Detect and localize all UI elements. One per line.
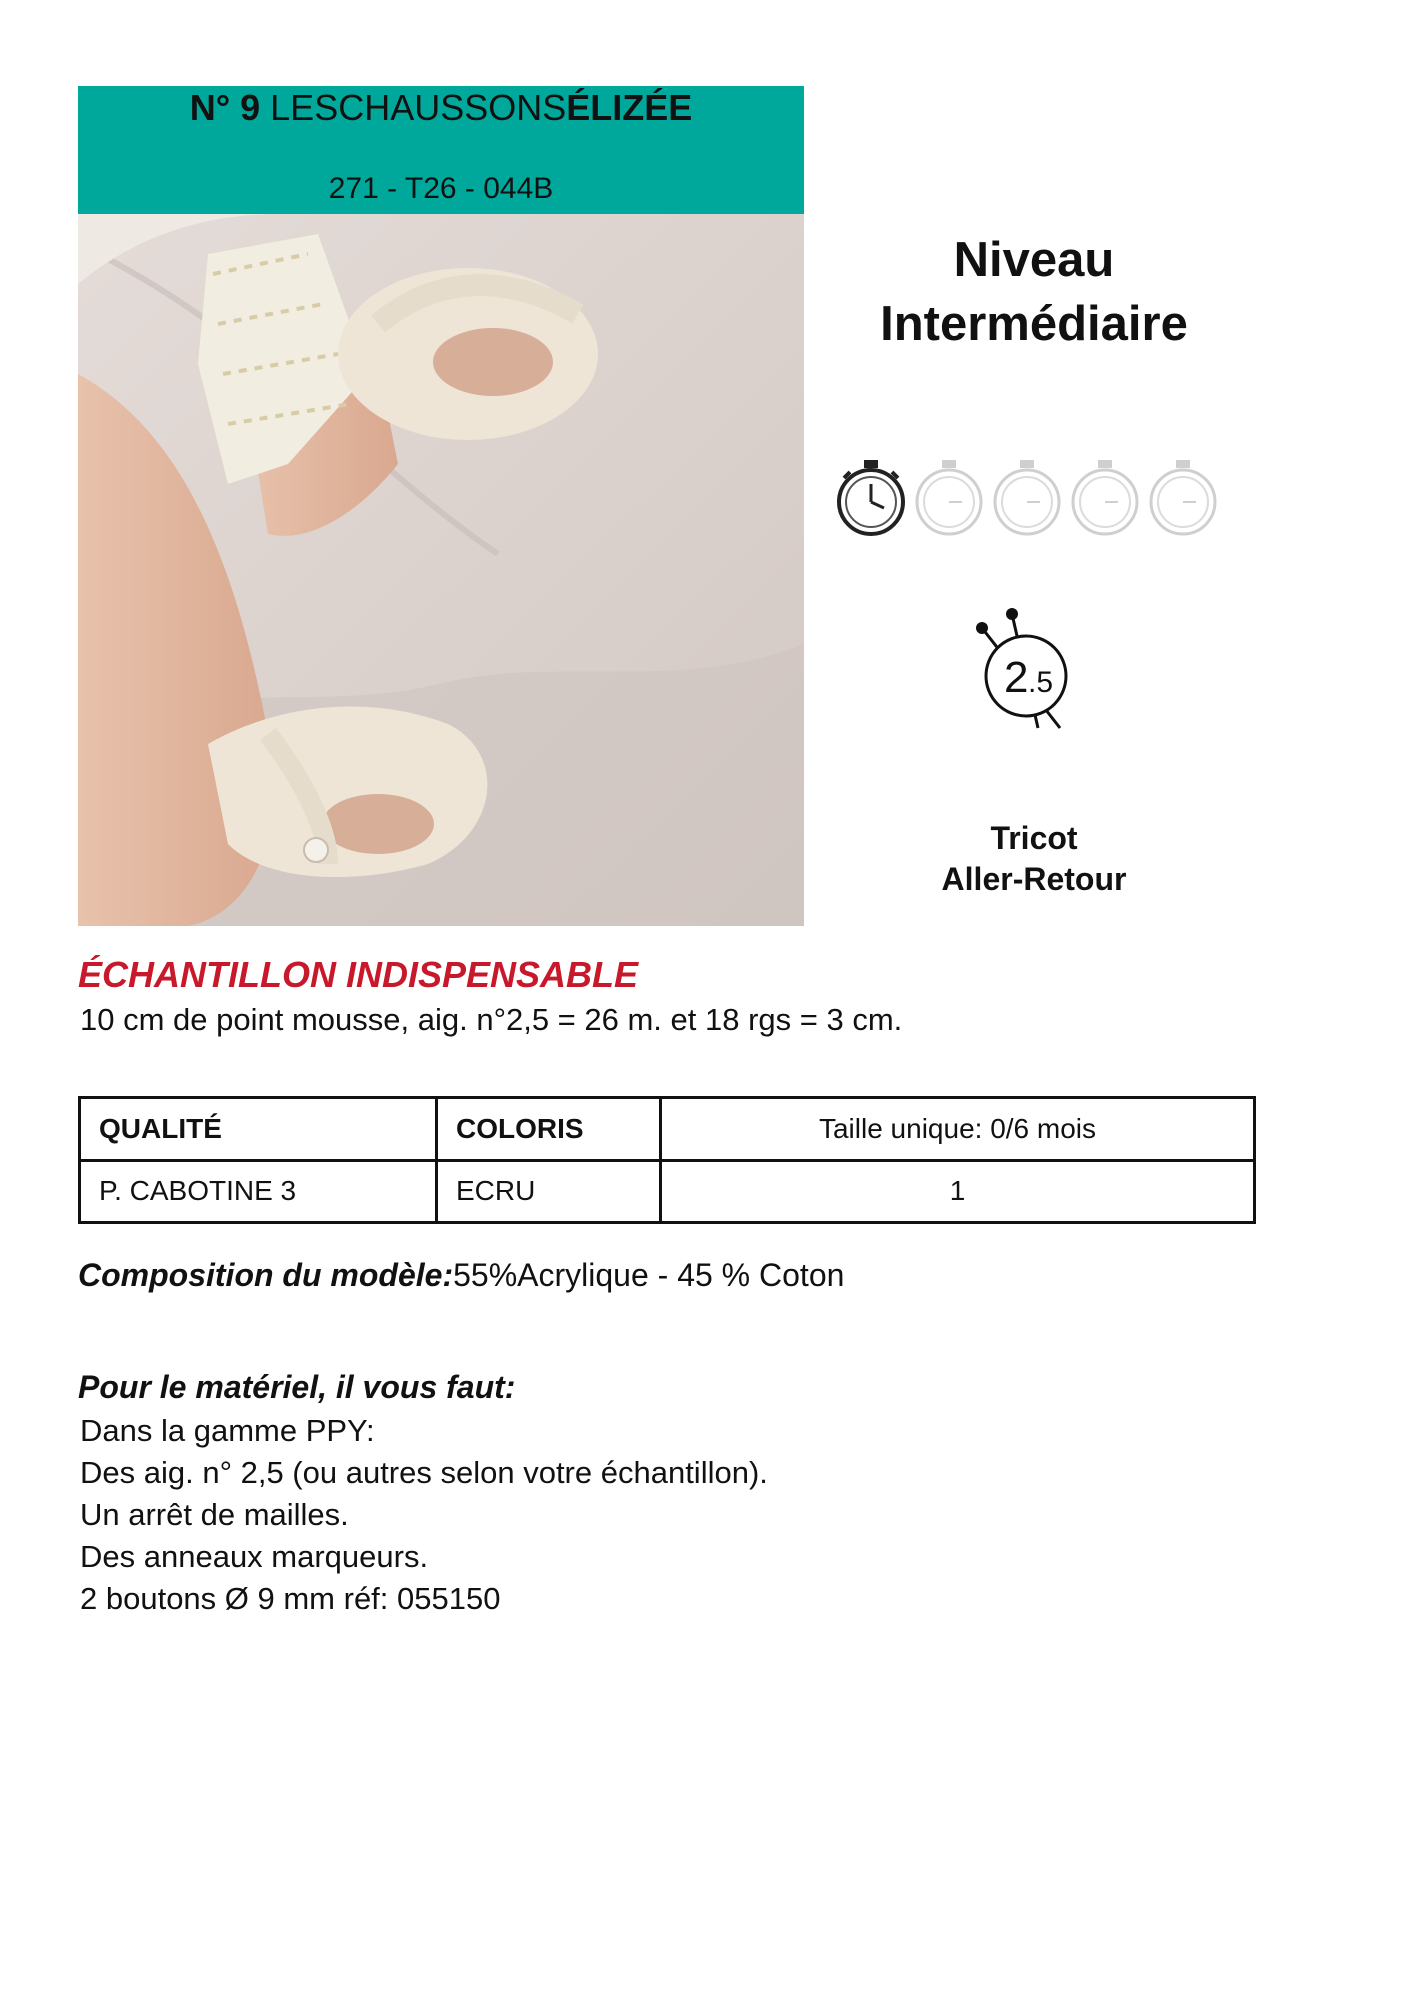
table-row xyxy=(80,1160,1255,1223)
material-heading: Pour le matériel, il vous faut: xyxy=(78,1369,516,1405)
pattern-name-bold: ÉLIZÉE xyxy=(566,87,693,128)
header-band xyxy=(78,86,804,214)
technique-line1: Tricot xyxy=(990,820,1078,856)
knitting-needle-badge-icon xyxy=(968,606,1078,736)
stopwatch-icon xyxy=(839,460,903,534)
stopwatch-icon-empty xyxy=(917,460,981,534)
list-item: Un arrêt de mailles. xyxy=(80,1497,349,1532)
needle-size-fraction: .5 xyxy=(1028,666,1054,699)
difficulty-level xyxy=(838,228,1230,356)
gauge-text: 10 cm de point mousse, aig. n°2,5 = 26 m. et 18 rgs = 3 cm. xyxy=(80,1002,903,1037)
gauge-heading: ÉCHANTILLON INDISPENSABLE xyxy=(78,954,639,995)
technique-line2: Aller-Retour xyxy=(941,861,1127,897)
composition-value: 55%Acrylique - 45 % Coton xyxy=(453,1257,845,1293)
level-label: Niveau xyxy=(953,233,1115,287)
cell-quantity: 1 xyxy=(661,1160,1255,1223)
composition xyxy=(78,1257,844,1294)
cell-color: ECRU xyxy=(437,1160,661,1223)
header-quality: QUALITÉ xyxy=(80,1098,437,1161)
time-rating xyxy=(830,456,1230,540)
level-value: Intermédiaire xyxy=(880,297,1188,351)
list-item: 2 boutons Ø 9 mm réf: 055150 xyxy=(80,1581,501,1616)
knitted-baby-booties-photo xyxy=(78,214,804,926)
pattern-reference: 271 - T26 - 044B xyxy=(328,172,554,205)
table-header-row xyxy=(80,1098,1255,1161)
stopwatch-icon-empty xyxy=(1151,460,1215,534)
header-color: COLORIS xyxy=(437,1098,661,1161)
composition-label: Composition du modèle: xyxy=(78,1257,454,1293)
header-size: Taille unique: 0/6 mois xyxy=(661,1098,1255,1161)
stopwatch-icon-empty xyxy=(995,460,1059,534)
pattern-title xyxy=(78,86,804,130)
materials-table xyxy=(78,1096,1256,1224)
stopwatch-icon-empty xyxy=(1073,460,1137,534)
cell-quality: P. CABOTINE 3 xyxy=(80,1160,437,1223)
list-item: Des anneaux marqueurs. xyxy=(80,1539,429,1574)
pattern-number: N° 9 xyxy=(189,87,261,128)
pattern-name: LESCHAUSSONS xyxy=(270,87,567,128)
knitting-technique xyxy=(838,818,1230,900)
list-item: Des aig. n° 2,5 (ou autres selon votre échantillon). xyxy=(80,1455,768,1490)
material-list xyxy=(80,1410,768,1620)
list-item: Dans la gamme PPY: xyxy=(80,1413,375,1448)
needle-size-main: 2 xyxy=(1004,653,1029,702)
